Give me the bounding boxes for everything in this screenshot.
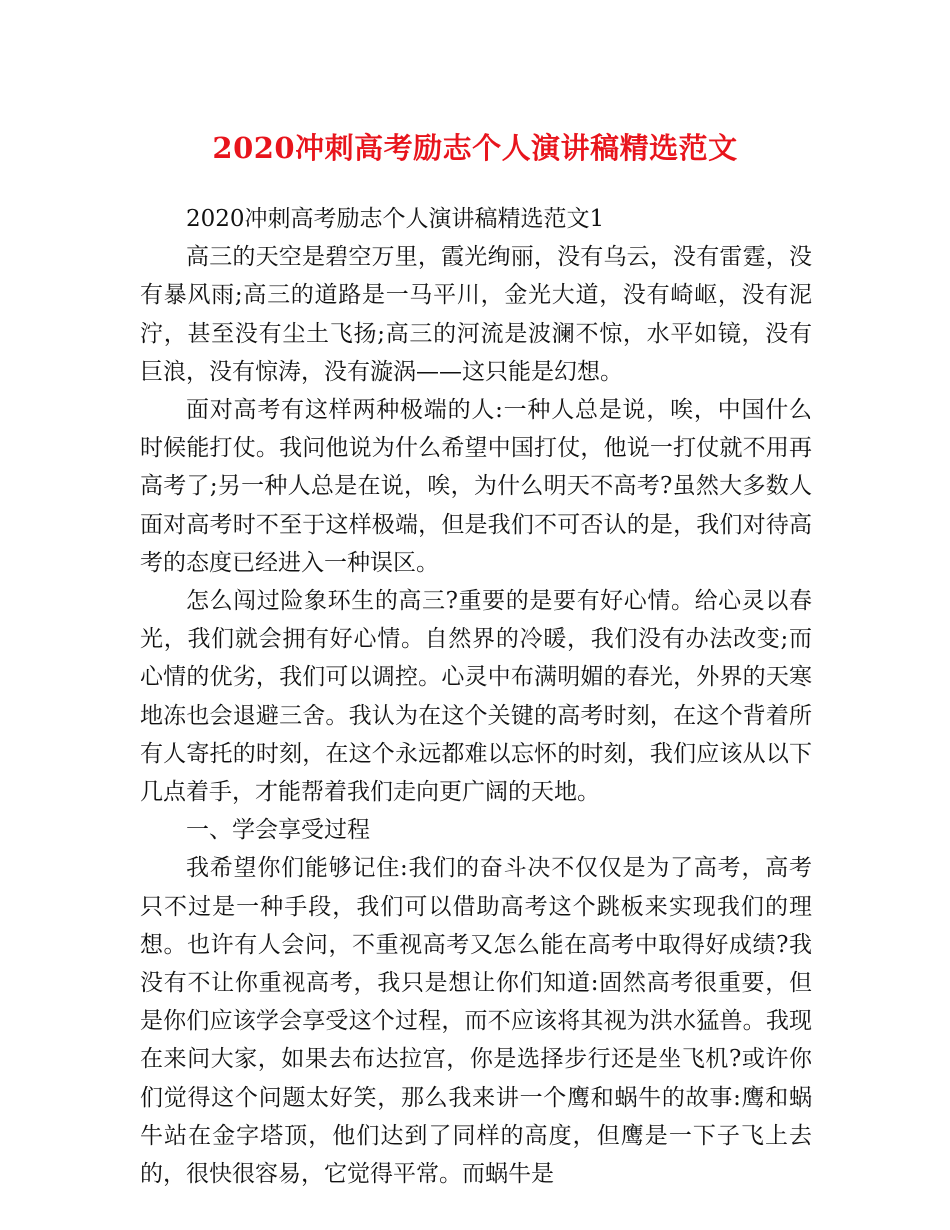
section-heading: 一、学会享受过程 [186, 817, 370, 844]
document-title: 2020冲刺高考励志个人演讲稿精选范文 [212, 131, 738, 165]
body-paragraph: 怎么闯过险象环生的高三?重要的是要有好心情。给心灵以春光，我们就会拥有好心情。自然界的冷暖，我们没有办法改变;而心情的优劣，我们可以调控。心灵中布满明媚的春光，外界的天寒地冻也会退避三舍。我认为在这个关键的高考时刻，在这个背着所有人寄托的时刻，在这个永远都难以忘怀的时刻，我们应该从以下几点着手，才能帮着我们走向更广阔的天地。 [140, 588, 812, 806]
body-paragraph: 高三的天空是碧空万里，霞光绚丽，没有乌云，没有雷霆，没有暴风雨;高三的道路是一马平川，金光大道，没有崎岖，没有泥泞，甚至没有尘土飞扬;高三的河流是波澜不惊，水平如镜，没有巨浪，没有惊涛，没有漩涡——这只能是幻想。 [140, 244, 812, 385]
body-paragraph: 我希望你们能够记住:我们的奋斗决不仅仅是为了高考，高考只不过是一种手段，我们可以借助高考这个跳板来实现我们的理想。也许有人会问，不重视高考又怎么能在高考中取得好成绩?我没有不让你重视高考，我只是想让你们知道:固然高考很重要，但是你们应该学会享受这个过程，而不应该将其视为洪水猛兽。我现在来问大家，如果去布达拉宫，你是选择步行还是坐飞机?或许你们觉得这个问题太好笑，那么我来讲一个鹰和蜗牛的故事:鹰和蜗牛站在金字塔顶，他们达到了同样的高度，但鹰是一下子飞上去的，很快很容易，它觉得平常。而蜗牛是 [140, 855, 812, 1188]
body-paragraph: 面对高考有这样两种极端的人:一种人总是说，唉，中国什么时候能打仗。我问他说为什么希望中国打仗，他说一打仗就不用再高考了;另一种人总是在说，唉，为什么明天不高考?虽然大多数人面对高考时不至于这样极端，但是我们不可否认的是，我们对待高考的态度已经进入一种误区。 [140, 397, 812, 576]
subtitle-paragraph: 2020冲刺高考励志个人演讲稿精选范文1 [186, 206, 605, 232]
document-body [140, 200, 812, 1193]
